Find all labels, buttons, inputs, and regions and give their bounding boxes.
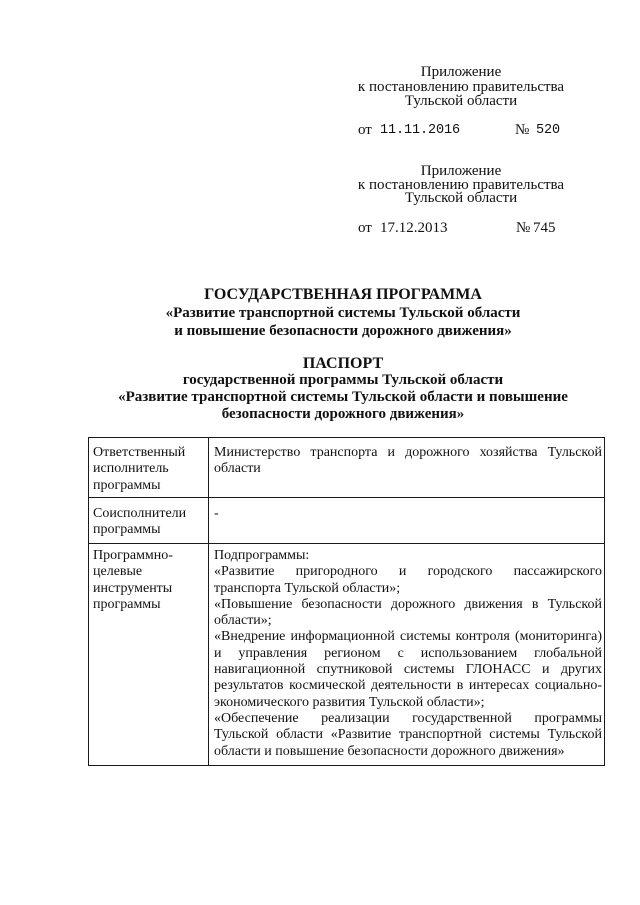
- stamp-date: 17.12.2013: [380, 220, 448, 236]
- stamp-title: Приложение: [420, 64, 502, 80]
- passport-title: [100, 355, 586, 423]
- number-sign: №: [515, 122, 530, 138]
- label-line: программы: [93, 522, 161, 538]
- value-line: и управления регионом с использованием глобальной: [214, 645, 602, 661]
- value-line: области и повышение безопасности дорожного движения»: [214, 743, 565, 759]
- value-line: экономического развития Тульской области»;: [214, 694, 485, 710]
- value-line: «Обеспечение реализации государственной программы: [214, 710, 602, 726]
- label-line: Ответственный: [93, 445, 186, 460]
- stamp-region: Тульской области: [404, 190, 518, 206]
- value-line: Тульской области «Развитие транспортной системы Тульской: [214, 727, 602, 743]
- approval-stamp-2016: [340, 65, 582, 109]
- value-line: Министерство транспорта и дорожного хозяйства Тульской: [214, 445, 602, 460]
- table-row-responsible-executor: [89, 438, 605, 498]
- table-row-co-executors: [89, 498, 605, 544]
- label-line: Программно-: [93, 548, 173, 563]
- label-line: программы: [93, 477, 161, 493]
- passport-subtitle-line: безопасности дорожного движения»: [221, 406, 465, 422]
- date-prefix: от: [358, 220, 372, 236]
- row-label-cell: [89, 498, 209, 544]
- stamp-date: 11.11.2016: [380, 123, 461, 138]
- stamp-subtitle: к постановлению правительства: [357, 176, 565, 193]
- row-value-cell: [209, 438, 605, 498]
- date-prefix: от: [358, 122, 372, 138]
- row-value-cell: [209, 544, 605, 766]
- stamp-subtitle: к постановлению правительства: [357, 78, 565, 95]
- stamp-number: 745: [533, 220, 556, 236]
- value-line: Подпрограммы:: [214, 548, 310, 563]
- value-line: -: [214, 506, 219, 521]
- program-title: [100, 286, 586, 340]
- program-name-line: «Развитие транспортной системы Тульской области: [165, 305, 521, 321]
- table-row-program-instruments: [89, 544, 605, 766]
- value-line: навигационной спутниковой системы ГЛОНАСС и других: [214, 662, 602, 678]
- label-line: исполнитель: [93, 461, 169, 477]
- program-name-line: и повышение безопасности дорожного движения»: [174, 323, 512, 339]
- stamp-title: Приложение: [420, 163, 502, 179]
- row-label-cell: [89, 438, 209, 498]
- stamp-date-line-2013: [0, 220, 640, 236]
- stamp-date-line-2016: [0, 122, 640, 138]
- passport-table: [88, 437, 605, 766]
- label-line: целевые: [93, 564, 143, 580]
- value-line: результатов космической деятельности в интересах социально-: [214, 678, 602, 694]
- stamp-number: 520: [536, 123, 561, 138]
- value-line: области: [214, 461, 261, 477]
- label-line: Соисполнители: [93, 506, 187, 521]
- value-line: «Внедрение информационной системы контроля (мониторинга): [214, 629, 602, 645]
- program-heading: ГОСУДАРСТВЕННАЯ ПРОГРАММА: [204, 286, 482, 303]
- value-line: транспорта Тульской области»;: [214, 580, 401, 596]
- stamp-region: Тульской области: [404, 93, 518, 109]
- label-line: программы: [93, 596, 161, 612]
- passport-subtitle-line: «Развитие транспортной системы Тульской области и повышение: [118, 389, 568, 405]
- passport-heading: ПАСПОРТ: [302, 355, 384, 372]
- row-label-cell: [89, 544, 209, 766]
- row-value-cell: [209, 498, 605, 544]
- approval-stamp-2013: [340, 165, 582, 206]
- label-line: инструменты: [93, 580, 173, 596]
- passport-subtitle-line: государственной программы Тульской области: [182, 372, 504, 388]
- value-line: «Повышение безопасности дорожного движения в Тульской: [214, 596, 602, 612]
- value-line: «Развитие пригородного и городского пассажирского: [214, 564, 602, 580]
- value-line: области»;: [214, 613, 272, 629]
- number-sign: №: [516, 220, 531, 236]
